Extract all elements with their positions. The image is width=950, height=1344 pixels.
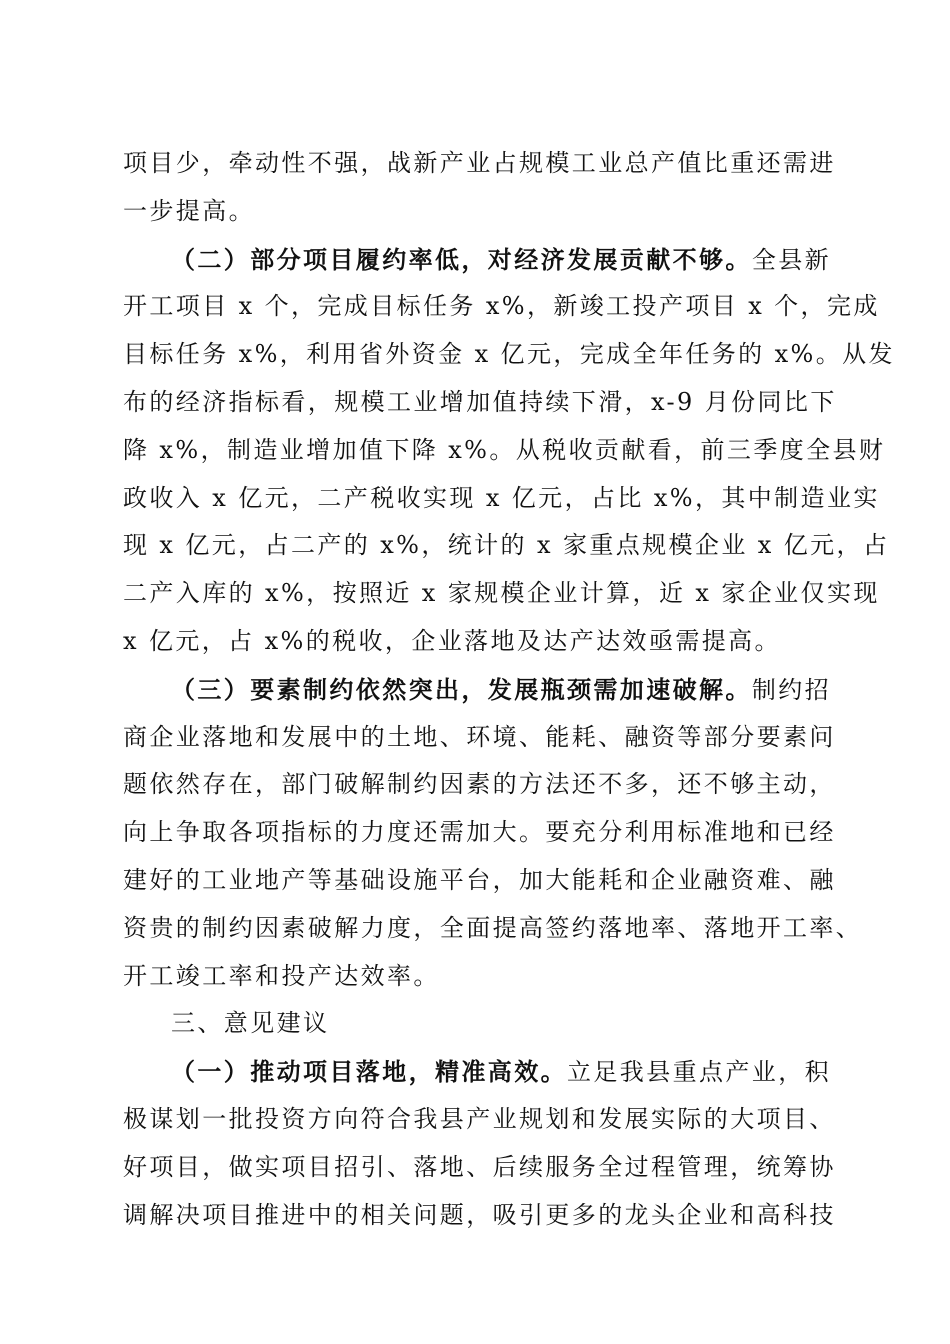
text-line: 建好的工业地产等基础设施平台，加大能耗和企业融资难、融 [123, 865, 836, 894]
text-line: 开工竣工率和投产达效率。 [123, 961, 440, 990]
text-line: 布的经济指标看，规模工业增加值持续下滑，x-9 月份同比下 [123, 387, 837, 416]
text-line: 资贵的制约因素破解力度，全面提高签约落地率、落地开工率、 [123, 913, 863, 942]
text-line: 题依然存在，部门破解制约因素的方法还不多，还不够主动， [123, 770, 836, 799]
text-line: 一步提高。 [123, 196, 255, 225]
text-line: 二产入库的 x%，按照近 x 家规模企业计算，近 x 家企业仅实现 [123, 579, 880, 608]
paragraph-heading-1 [123, 1048, 843, 1096]
text-line: 降 x%，制造业增加值下降 x%。从税收贡献看，前三季度全县财 [123, 435, 886, 464]
text-run: 制约招 [751, 675, 832, 704]
text-line: 目标任务 x%，利用省外资金 x 亿元，完成全年任务的 x%。从发 [123, 340, 895, 369]
section-heading-2: （二）部分项目履约率低，对经济发展贡献不够。 [171, 244, 752, 274]
text-line: 项目少，牵动性不强，战新产业占规模工业总产值比重还需进 [123, 149, 836, 177]
chapter-heading: 三、意见建议 [171, 1009, 330, 1038]
text-line: 现 x 亿元，占二产的 x%，统计的 x 家重点规模企业 x 亿元，占 [123, 531, 890, 560]
text-run: 立足我县重点产业，积 [567, 1058, 831, 1087]
body-text [123, 140, 895, 1239]
section-heading-1: （一）推动项目落地，精准高效。 [171, 1057, 567, 1087]
text-line: 商企业落地和发展中的土地、环境、能耗、融资等部分要素问 [123, 722, 836, 751]
paragraph-heading-2 [123, 236, 843, 284]
text-line: 好项目，做实项目招引、落地、后续服务全过程管理，统筹协 [123, 1152, 836, 1181]
section-heading-3: （三）要素制约依然突出，发展瓶颈需加速破解。 [171, 674, 752, 704]
text-line: 开工项目 x 个，完成目标任务 x%，新竣工投产项目 x 个，完成 [123, 292, 880, 321]
text-line: x 亿元，占 x%的税收，企业落地及达产达效亟需提高。 [123, 626, 781, 655]
paragraph-heading-3 [123, 666, 843, 714]
text-line: 向上争取各项指标的力度还需加大。要充分利用标准地和已经 [123, 818, 836, 847]
text-line: 调解决项目推进中的相关问题，吸引更多的龙头企业和高科技 [123, 1200, 836, 1229]
text-line: 极谋划一批投资方向符合我县产业规划和发展实际的大项目、 [123, 1104, 836, 1133]
text-line: 政收入 x 亿元，二产税收实现 x 亿元，占比 x%，其中制造业实 [123, 483, 880, 512]
text-run: 全县新 [751, 245, 832, 274]
